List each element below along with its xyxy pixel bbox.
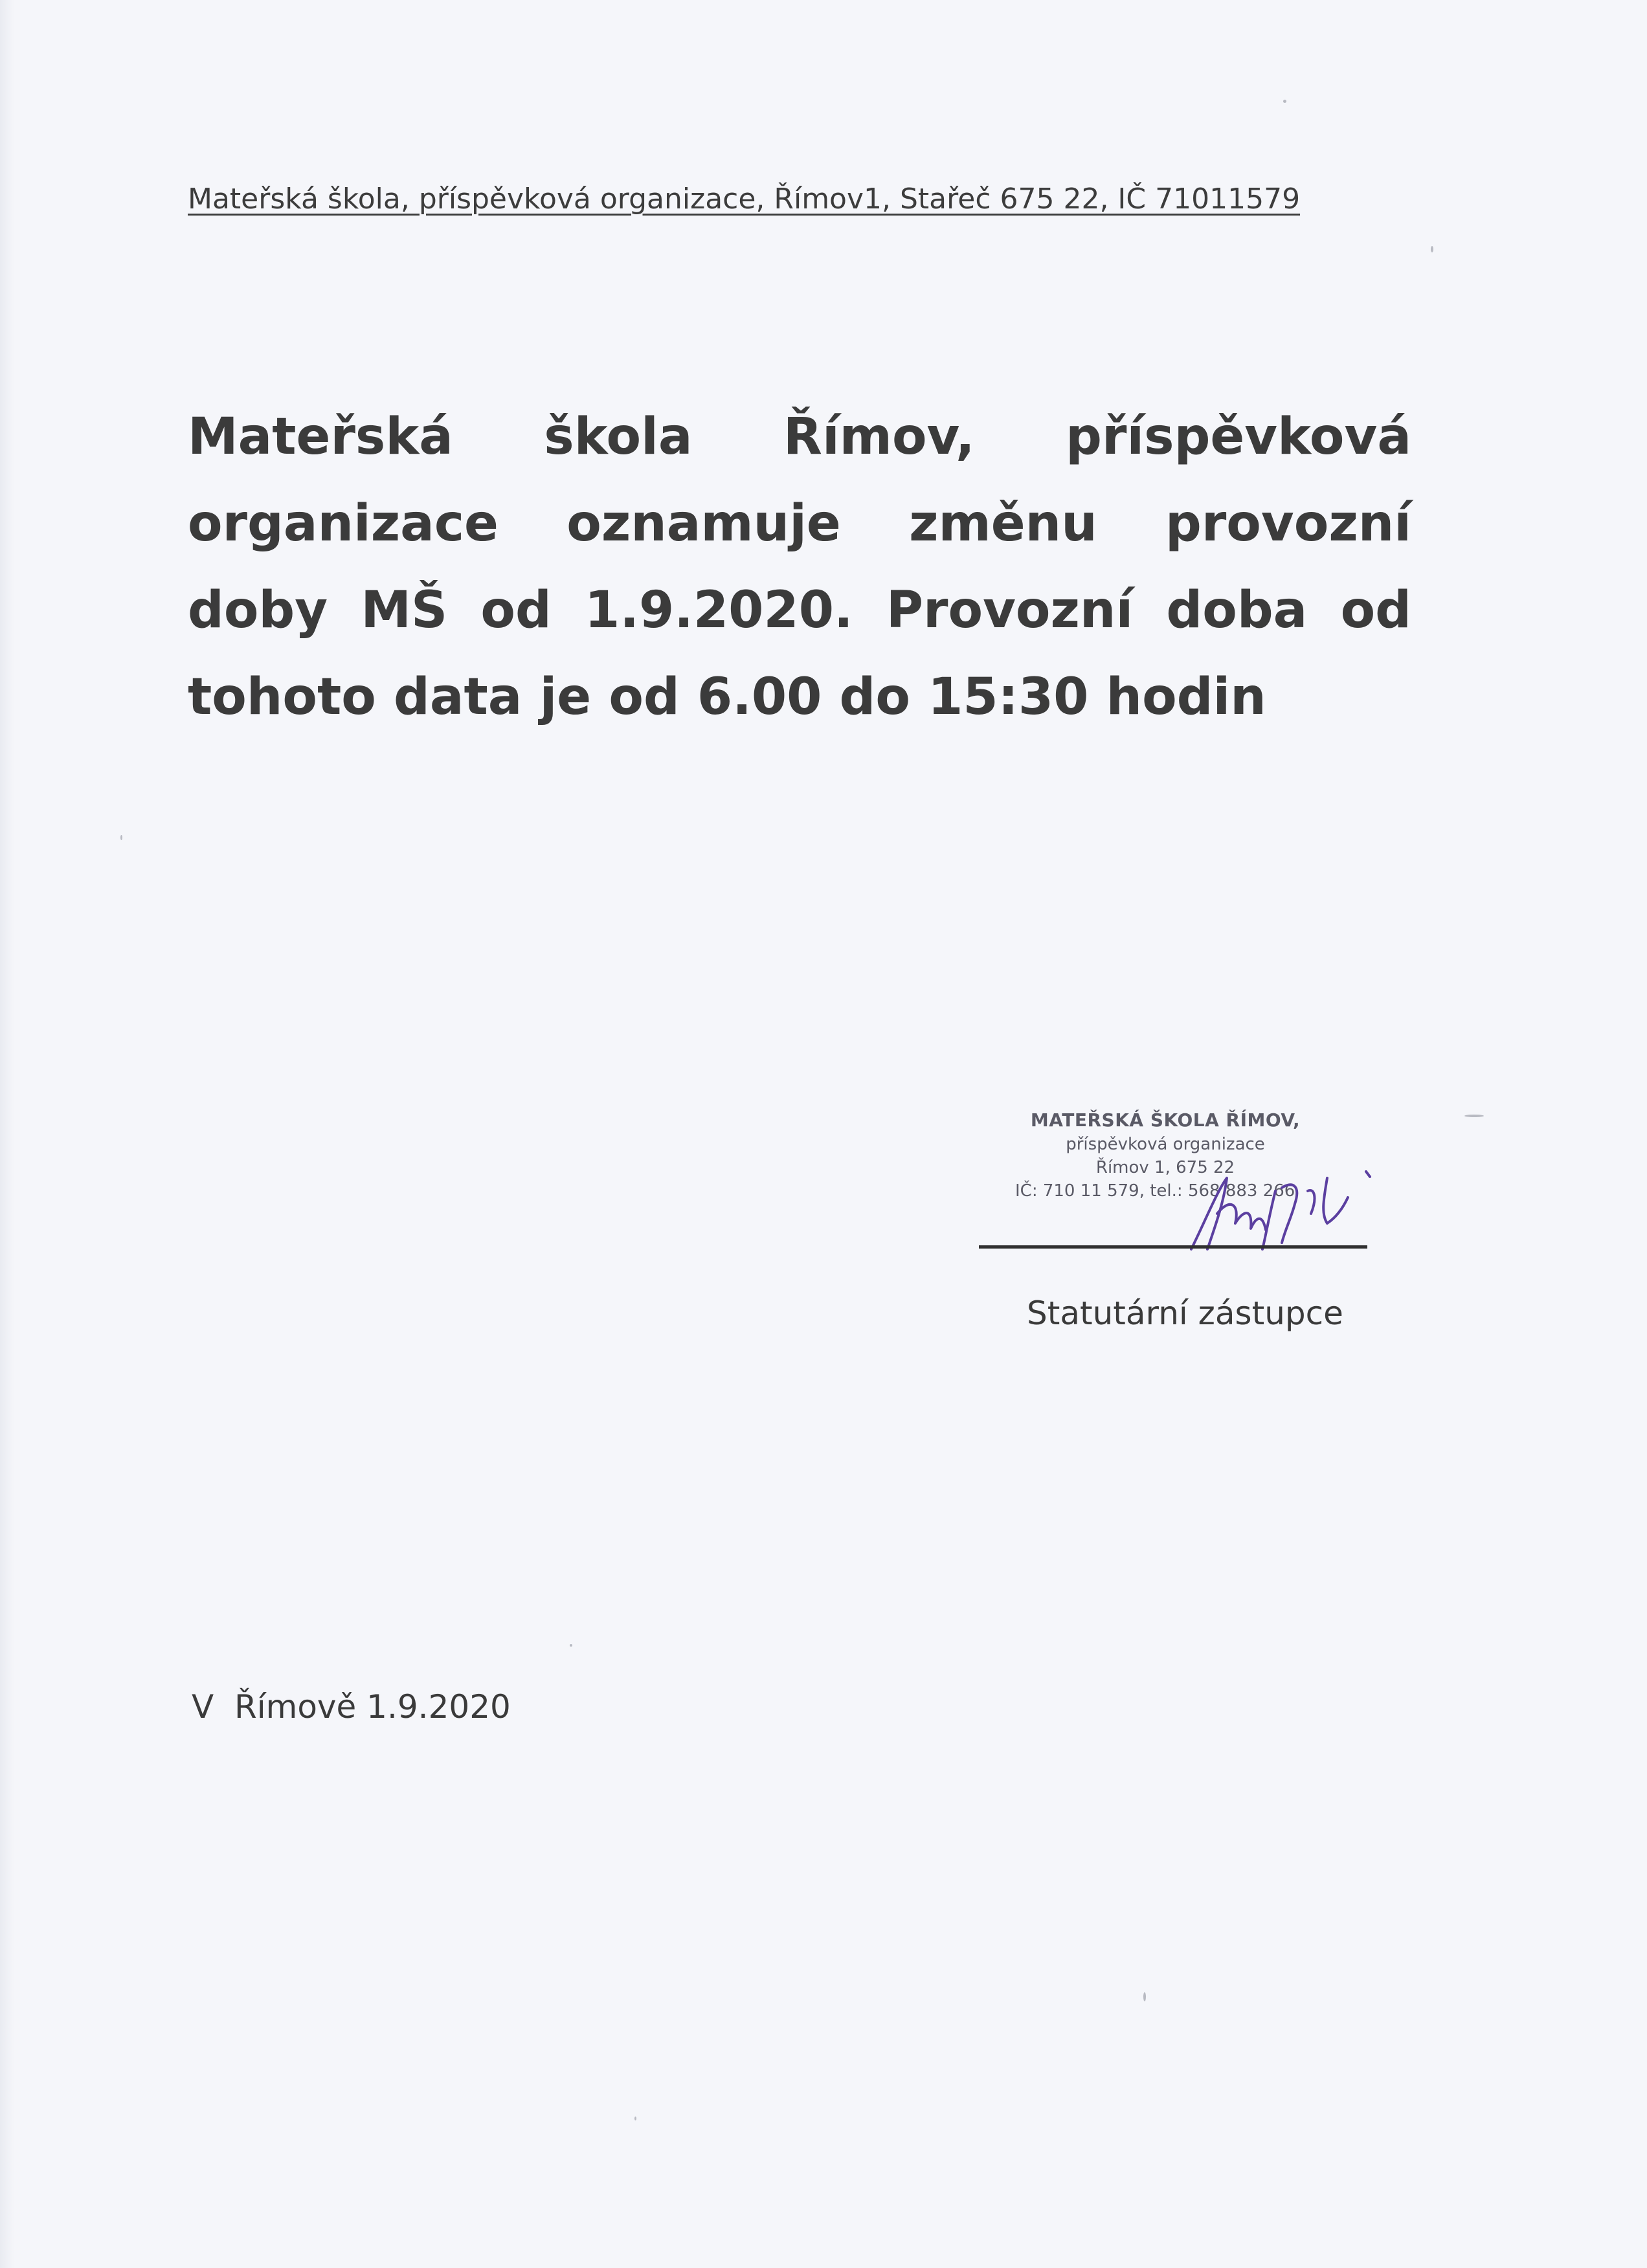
stamp-line: Římov 1, 675 22	[1095, 1158, 1235, 1177]
scan-speck	[634, 2117, 636, 2120]
stamp-line: IČ: 710 11 579, tel.: 568 883 266	[1015, 1181, 1295, 1201]
handwritten-signature	[1178, 1152, 1392, 1256]
scan-speck	[570, 1644, 572, 1647]
stamp-line: MATEŘSKÁ ŠKOLA ŘÍMOV,	[1030, 1109, 1301, 1131]
scan-speck	[1464, 1115, 1484, 1117]
scan-speck	[120, 835, 122, 840]
scan-speck	[1143, 1992, 1146, 2001]
signatory-role: Statutární zástupce	[1027, 1295, 1343, 1332]
document-header: Mateřská škola, příspěvková organizace, Římov1, Stařeč 675 22, IČ 71011579	[188, 183, 1301, 216]
signature-line	[979, 1245, 1367, 1249]
stamp-line: příspěvková organizace	[1066, 1135, 1265, 1154]
scan-edge	[0, 0, 14, 2268]
place-and-date: V Římově 1.9.2020	[192, 1688, 511, 1726]
scan-speck	[1431, 246, 1433, 252]
announcement-text: Mateřská škola Římov, příspěvková organizace oznamuje změnu provozní doby MŠ od 1.9.2020. Provozní doba od tohoto data je od 6.00 do 15:30 hodin	[188, 408, 1411, 726]
scan-speck	[1283, 100, 1286, 103]
